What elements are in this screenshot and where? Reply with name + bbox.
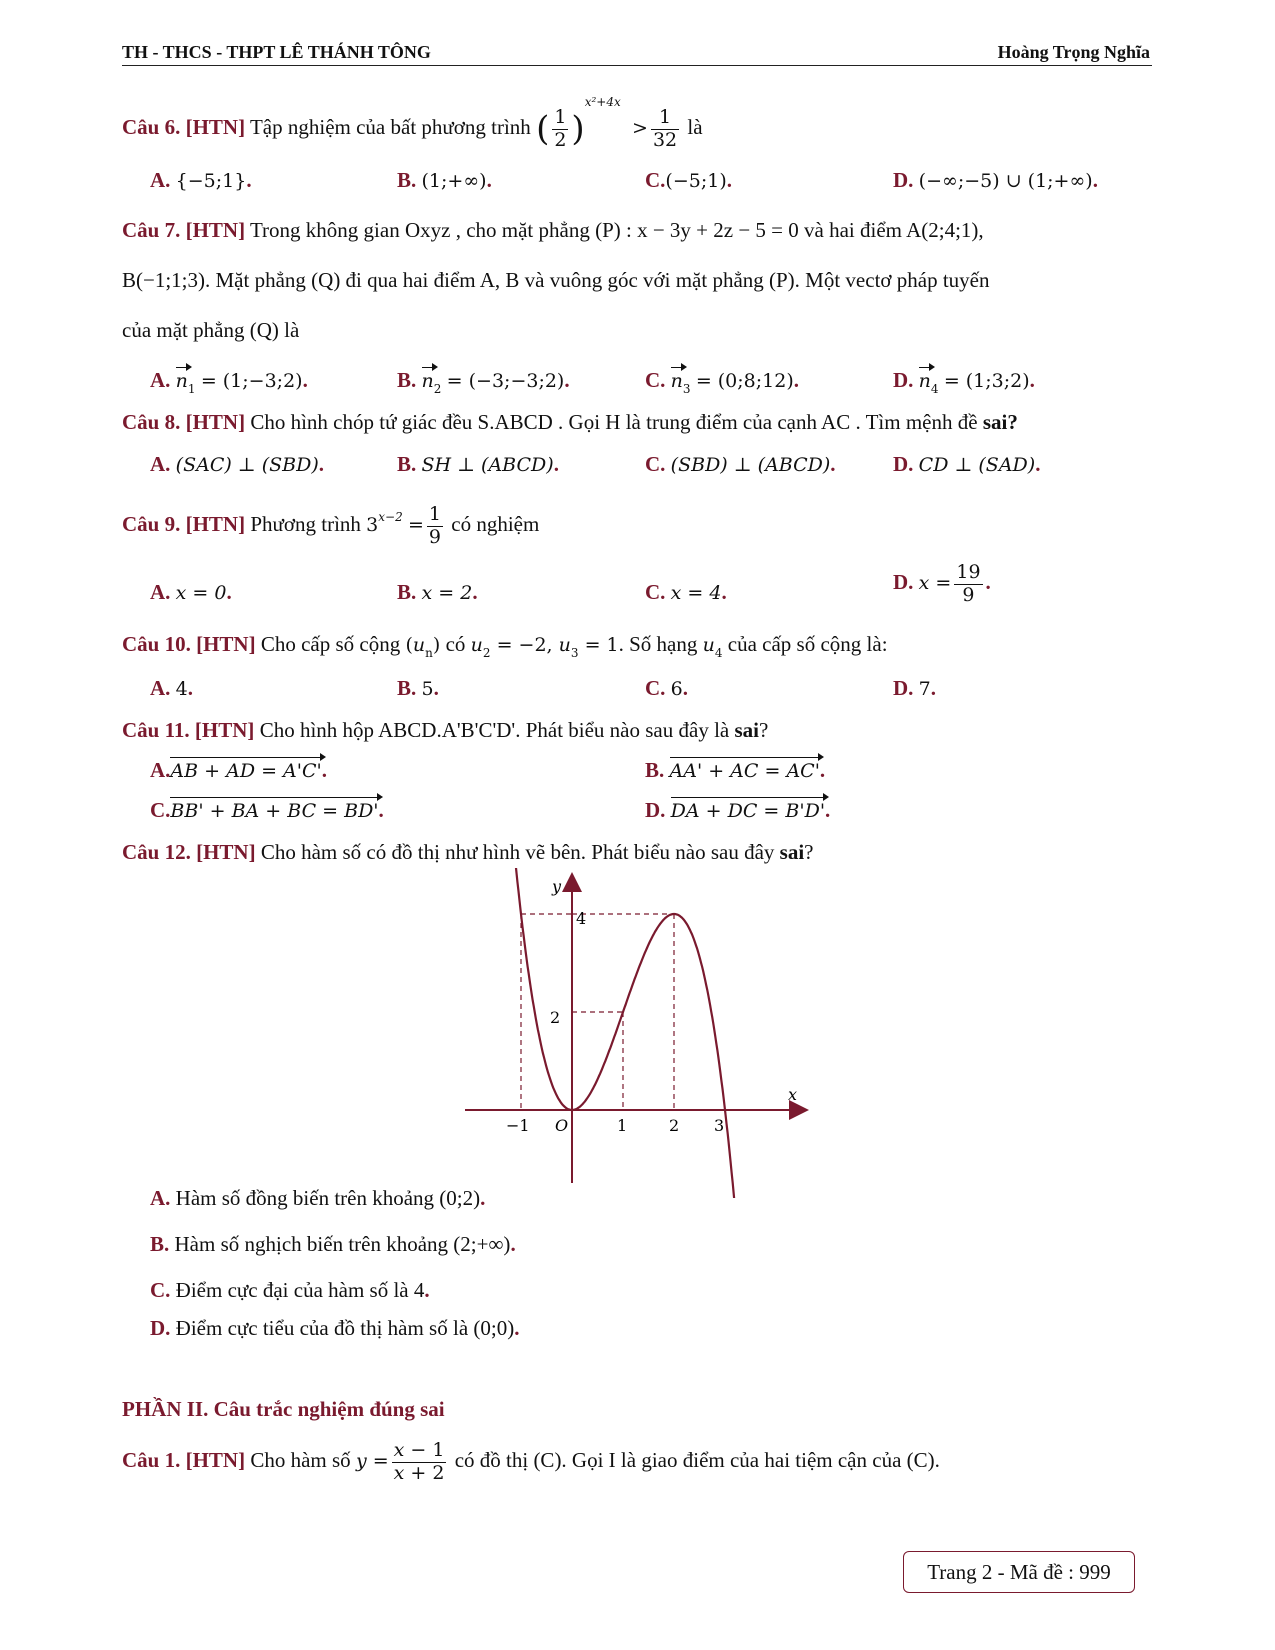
q11-option-d[interactable]: D. DA + DC = B'D'. bbox=[645, 798, 831, 822]
question-10: Câu 10. [HTN] Cho cấp số cộng $(u_n)$ có $u_2 = -2$, $u_3 = 1$. Số hạng $u_4$ của cấp số cộng là: bbox=[122, 632, 888, 660]
q9-option-a[interactable]: A. x = 0. bbox=[150, 580, 232, 604]
header-rule bbox=[122, 65, 1152, 66]
q6-option-d[interactable]: D. (−∞;−5) ∪ (1;+∞). bbox=[893, 168, 1098, 192]
question-7 bbox=[122, 218, 984, 243]
q9-option-b[interactable]: B. x = 2. bbox=[397, 580, 478, 604]
q10-option-a[interactable]: A. 4. bbox=[150, 676, 194, 700]
q7-option-a[interactable]: A. $n_1$ = (1;−3;2). bbox=[150, 368, 308, 396]
q12-option-d[interactable]: D. Điểm cực tiểu của đồ thị hàm số là (0;0). bbox=[150, 1316, 520, 1340]
q6-option-b[interactable]: B. (1;+∞). bbox=[397, 168, 492, 192]
question-text: Cho hình hộp ABCD.A'B'C'D'. Phát biểu nào sau đây là bbox=[259, 718, 730, 742]
question-emphasis: sai bbox=[734, 718, 759, 742]
q7-option-d[interactable]: D. $n_4$ = (1;3;2). bbox=[893, 368, 1035, 396]
q8-option-c[interactable]: C. (SBD) ⊥ (ABCD). bbox=[645, 452, 836, 476]
function-graph bbox=[460, 868, 820, 1198]
q8-option-d[interactable]: D. CD ⊥ (SAD). bbox=[893, 452, 1041, 476]
q7-option-b[interactable]: B. $n_2$ = (−3;−3;2). bbox=[397, 368, 570, 396]
question-label: Câu 11. [HTN] bbox=[122, 718, 255, 742]
part2-question-1: Câu 1. [HTN] Cho hàm số y = $\frac{x - 1}{x + 2}$ có đồ thị (C). Gọi I là giao điểm của hai tiệm cận của (C). bbox=[122, 1439, 940, 1484]
question-label: Câu 10. [HTN] bbox=[122, 632, 256, 656]
q7-option-c[interactable]: C. $n_3$ = (0;8;12). bbox=[645, 368, 800, 396]
origin-label: O bbox=[555, 1116, 569, 1135]
question-label: Câu 12. [HTN] bbox=[122, 840, 256, 864]
question-6: Câu 6. [HTN] Tập nghiệm của bất phương trình ( $\frac{1}{2}$ )$^{x^2+4x}$ > $\frac{1}{32}$ là bbox=[122, 95, 703, 151]
question-12: Câu 12. [HTN] Cho hàm số có đồ thị như hình vẽ bên. Phát biểu nào sau đây sai? bbox=[122, 840, 814, 864]
question-text: Tập nghiệm của bất phương trình bbox=[249, 115, 531, 139]
x-tick-label: 1 bbox=[617, 1116, 628, 1135]
q10-option-d[interactable]: D. 7. bbox=[893, 676, 937, 700]
question-label: Câu 1. [HTN] bbox=[122, 1448, 246, 1473]
question-end: có nghiệm bbox=[451, 512, 540, 537]
q12-option-b[interactable]: B. Hàm số nghịch biến trên khoảng (2;+∞). bbox=[150, 1232, 516, 1256]
function-curve bbox=[513, 868, 734, 1198]
axis-x-label: x bbox=[788, 1085, 798, 1104]
question-label: Câu 9. [HTN] bbox=[122, 512, 246, 537]
q10-option-c[interactable]: C. 6. bbox=[645, 676, 689, 700]
q12-option-a[interactable]: A. Hàm số đồng biến trên khoảng (0;2). bbox=[150, 1186, 486, 1210]
x-tick-label: 2 bbox=[669, 1116, 680, 1135]
q11-option-a[interactable]: A.AB + AD = A'C'. bbox=[150, 758, 328, 782]
q6-option-a[interactable]: A. {−5;1}. bbox=[150, 168, 252, 192]
question-text-line1: Trong không gian Oxyz , cho mặt phẳng (P) : x − 3y + 2z − 5 = 0 và hai điểm A(2;4;1), bbox=[249, 218, 984, 242]
y-tick-label: 2 bbox=[550, 1008, 561, 1027]
question-text: Cho hàm số có đồ thị như hình vẽ bên. Phát biểu nào sau đây bbox=[260, 840, 775, 864]
question-label: Câu 8. [HTN] bbox=[122, 410, 246, 434]
q12-option-c[interactable]: C. Điểm cực đại của hàm số là 4. bbox=[150, 1278, 430, 1302]
question-8 bbox=[122, 410, 1018, 435]
x-tick-label: −1 bbox=[506, 1116, 530, 1135]
q6-option-c[interactable]: C.(−5;1). bbox=[645, 168, 732, 192]
axis-y-label: y bbox=[552, 877, 562, 896]
question-7-line2: B(−1;1;3). Mặt phẳng (Q) đi qua hai điểm A, B và vuông góc với mặt phẳng (P). Một vectơ pháp tuyến bbox=[122, 268, 990, 292]
header-author: Hoàng Trọng Nghĩa bbox=[997, 42, 1150, 62]
question-emphasis: sai? bbox=[982, 410, 1018, 434]
question-end: là bbox=[687, 115, 703, 139]
q11-option-b[interactable]: B. AA' + AC = AC'. bbox=[645, 758, 826, 782]
question-label: Câu 7. [HTN] bbox=[122, 218, 246, 242]
q9-option-c[interactable]: C. x = 4. bbox=[645, 580, 727, 604]
page-footer: Trang 2 - Mã đề : 999 bbox=[903, 1551, 1135, 1593]
question-emphasis: sai bbox=[779, 840, 805, 864]
y-tick-label: 4 bbox=[576, 909, 587, 928]
question-9: Câu 9. [HTN] Phương trình $3^{x-2}$ = $\frac{1}{9}$ có nghiệm bbox=[122, 503, 540, 548]
q8-option-a[interactable]: A. (SAC) ⊥ (SBD). bbox=[150, 452, 325, 476]
q11-option-c[interactable]: C.BB' + BA + BC = BD'. bbox=[150, 798, 384, 822]
x-tick-label: 3 bbox=[714, 1116, 725, 1135]
q9-option-d[interactable]: D. x = $\frac{19}{9}$ . bbox=[893, 561, 991, 606]
question-label: Câu 6. [HTN] bbox=[122, 115, 246, 139]
question-text: Phương trình bbox=[250, 512, 361, 537]
q8-option-b[interactable]: B. SH ⊥ (ABCD). bbox=[397, 452, 559, 476]
q10-option-b[interactable]: B. 5. bbox=[397, 676, 439, 700]
question-text: Cho hình chóp tứ giác đều S.ABCD . Gọi H là trung điểm của cạnh AC . Tìm mệnh đề bbox=[250, 410, 978, 434]
header-school: TH - THCS - THPT LÊ THÁNH TÔNG bbox=[122, 42, 431, 62]
question-11: Câu 11. [HTN] Cho hình hộp ABCD.A'B'C'D'. Phát biểu nào sau đây là sai? bbox=[122, 718, 769, 742]
question-7-line3: của mặt phẳng (Q) là bbox=[122, 318, 300, 342]
section-title: PHẦN II. Câu trắc nghiệm đúng sai bbox=[122, 1397, 445, 1421]
